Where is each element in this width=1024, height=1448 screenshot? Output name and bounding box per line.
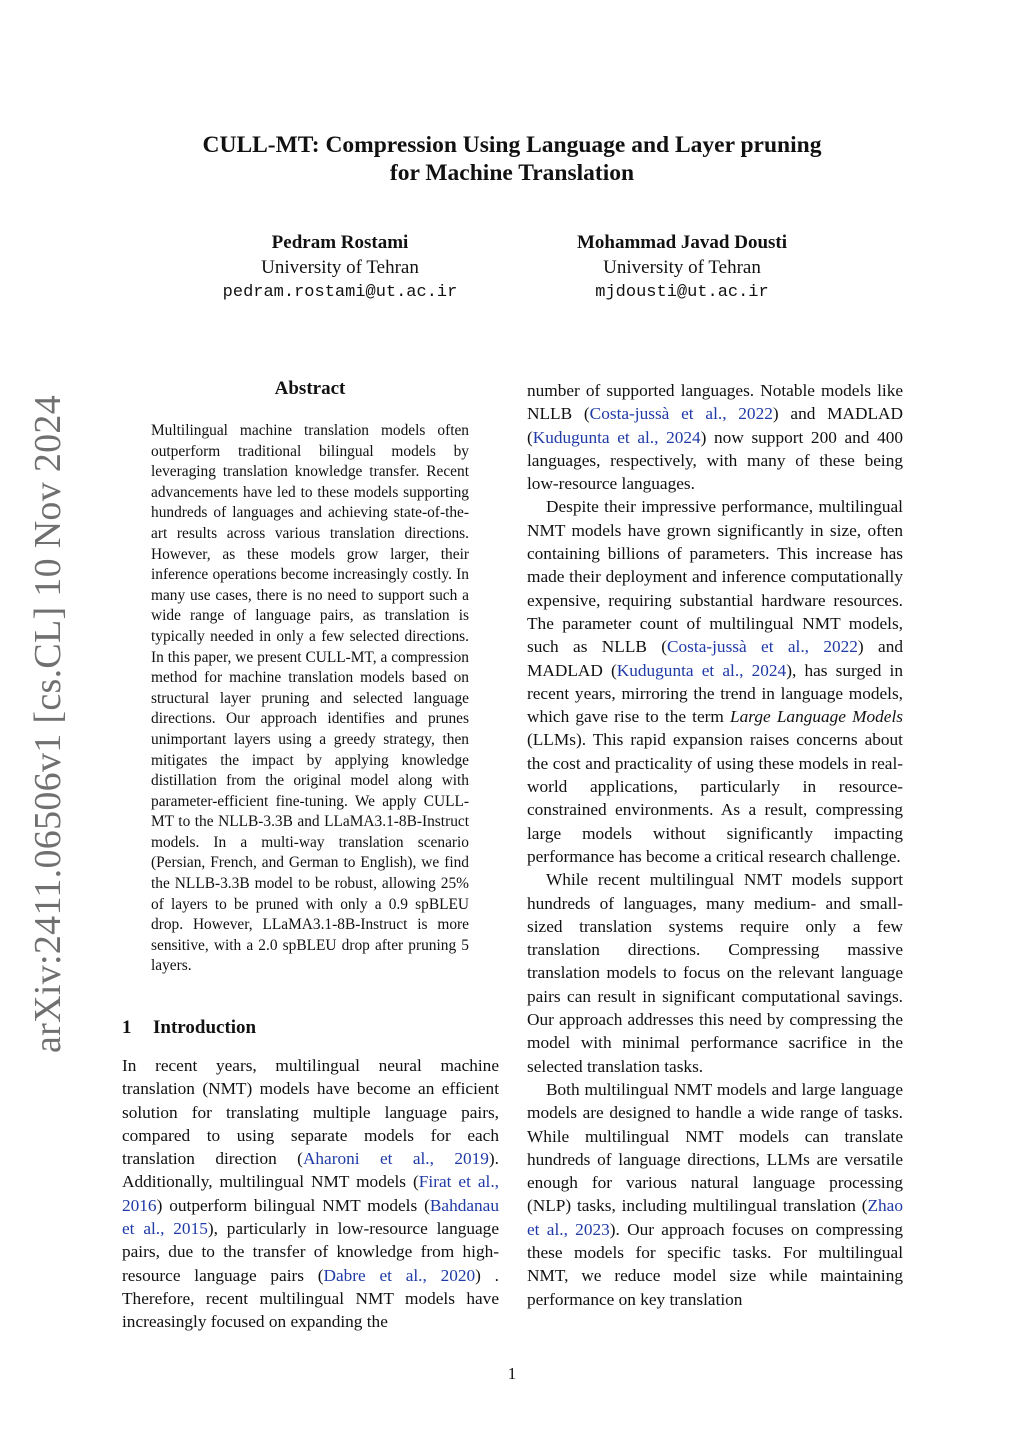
text-run: ), has surged in recent years, mirroring the trend in language models, which gave rise to the term [527, 660, 904, 727]
text-run: ) now support 200 and 400 languages, respectively, with many of these being low-resource languages. [527, 427, 903, 494]
author-affiliation: University of Tehran [261, 257, 419, 278]
text-run: ) and MADLAD ( [527, 637, 903, 680]
title-line-2: for Machine Translation [389, 160, 635, 186]
text-run: ). Additionally, multilingual NMT models ( [122, 1149, 499, 1192]
citation-link[interactable]: Costa-jussà et al., 2022 [667, 637, 858, 657]
text-run: ). Our approach focuses on compressing these models for specific tasks. For multilingual NMT, we reduce model size while maintaining performance on key translation [527, 1219, 903, 1309]
citation-link[interactable]: Kudugunta et al., 2024 [616, 660, 787, 680]
author-2 [512, 230, 852, 305]
paper-title [112, 131, 912, 187]
citation-link[interactable]: Costa-jussà et al., 2022 [589, 404, 773, 424]
text-run: (LLMs). This rapid expansion raises concerns about the cost and practicality of using these models in real-world applications, particularly in resource-constrained environments. As a result, compressing large models without significantly impacting performance has become a critical research challenge. [527, 730, 903, 866]
paragraph [527, 1078, 903, 1311]
text-run: ) outperform bilingual NMT models ( [156, 1195, 430, 1215]
paragraph-continuation [527, 379, 903, 495]
emphasis-term: Large Language Models [730, 707, 903, 727]
abstract-heading: Abstract [274, 378, 346, 399]
citation-link[interactable]: Firat et al., 2016 [122, 1172, 499, 1215]
citation-link[interactable]: Aharoni et al., 2019 [302, 1149, 489, 1169]
paragraph [527, 495, 903, 868]
text-run: ) and MADLAD ( [527, 404, 903, 447]
author-1 [170, 230, 510, 305]
arxiv-stamp: arXiv:2411.06506v1 [cs.CL] 10 Nov 2024 [27, 394, 69, 1053]
page-number: 1 [507, 1364, 517, 1383]
abstract-paragraph: Multilingual machine translation models often outperform traditional bilingual models by leveraging translation knowledge transfer. Recent advancements have led to these models supporting hundreds of languages and achieving state-of-the-art results across various translation directions. However, as these models grow larger, their inference operations become increasingly costly. In many use cases, there is no need to support such a wide range of language pairs, as translation is typically needed in only a few selected directions. In this paper, we present CULL-MT, a compression method for machine translation models based on structural layer pruning and selected language directions. Our approach identifies and prunes unimportant layers using a greedy strategy, then mitigates the impact by applying knowledge distillation from the original model along with parameter-efficient fine-tuning. We apply CULL-MT to the NLLB-3.3B and LLaMA3.1-8B-Instruct models. In a multi-way translation scenario (Persian, French, and German to English), we find the NLLB-3.3B model to be robust, allowing 25% of layers to be pruned with only a 0.9 spBLEU drop. However, LLaMA3.1-8B-Instruct is more sensitive, with a 2.0 spBLEU drop after pruning 5 layers. [151, 422, 469, 975]
citation-link[interactable]: Kudugunta et al., 2024 [532, 427, 701, 447]
intro-column [122, 1054, 499, 1334]
text-run: Both multilingual NMT models and large language models are designed to handle a wide range of tasks. While multilingual NMT models can translate hundreds of language directions, LLMs are versatile enough for various natural language processing (NLP) tasks, including multilingual translation ( [527, 1079, 903, 1216]
author-affiliation: University of Tehran [603, 257, 761, 278]
section-number: 1 [122, 1017, 132, 1038]
author-name: Pedram Rostami [271, 232, 409, 253]
citation-link[interactable]: Bahdanau et al., 2015 [122, 1195, 499, 1239]
title-line-1: CULL-MT: Compression Using Language and Layer pruning [202, 132, 822, 158]
section-title: Introduction [153, 1017, 257, 1038]
right-column [527, 379, 903, 1311]
text-run: ) . Therefore, recent multilingual NMT models have increasingly focused on expanding the [122, 1265, 499, 1332]
text-run: In recent years, multilingual neural machine translation (NMT) models have become an efficient solution for translating multiple language pairs, compared to using separate models for each translation direction ( [122, 1056, 499, 1169]
text-run: ), particularly in low-resource language pairs, due to the transfer of knowledge from high-resource language pairs ( [122, 1219, 499, 1285]
text-run: number of supported languages. Notable models like NLLB ( [527, 381, 903, 424]
author-email: mjdousti@ut.ac.ir [595, 283, 769, 302]
citation-link[interactable]: Dabre et al., 2020 [323, 1265, 476, 1285]
abstract-text [151, 421, 469, 977]
paragraph: While recent multilingual NMT models support hundreds of languages, many medium- and small-sized translation systems require only a few translation directions. Compressing massive translation models to focus on the relevant language pairs can result in significant computational savings. Our approach addresses this need by compressing the model with minimal performance sacrifice in the selected translation tasks. [527, 870, 903, 1076]
author-name: Mohammad Javad Dousti [576, 232, 788, 253]
section-heading [122, 1017, 256, 1039]
author-email: pedram.rostami@ut.ac.ir [222, 283, 458, 302]
text-run: Despite their impressive performance, multilingual NMT models have grown significantly in size, often containing billions of parameters. This increase has made their deployment and inference computationally expensive, requiring substantial hardware resources. The parameter count of multilingual NMT models, such as NLLB ( [527, 497, 903, 657]
citation-link[interactable]: Zhao et al., 2023 [527, 1196, 903, 1239]
intro-paragraph [122, 1054, 499, 1334]
